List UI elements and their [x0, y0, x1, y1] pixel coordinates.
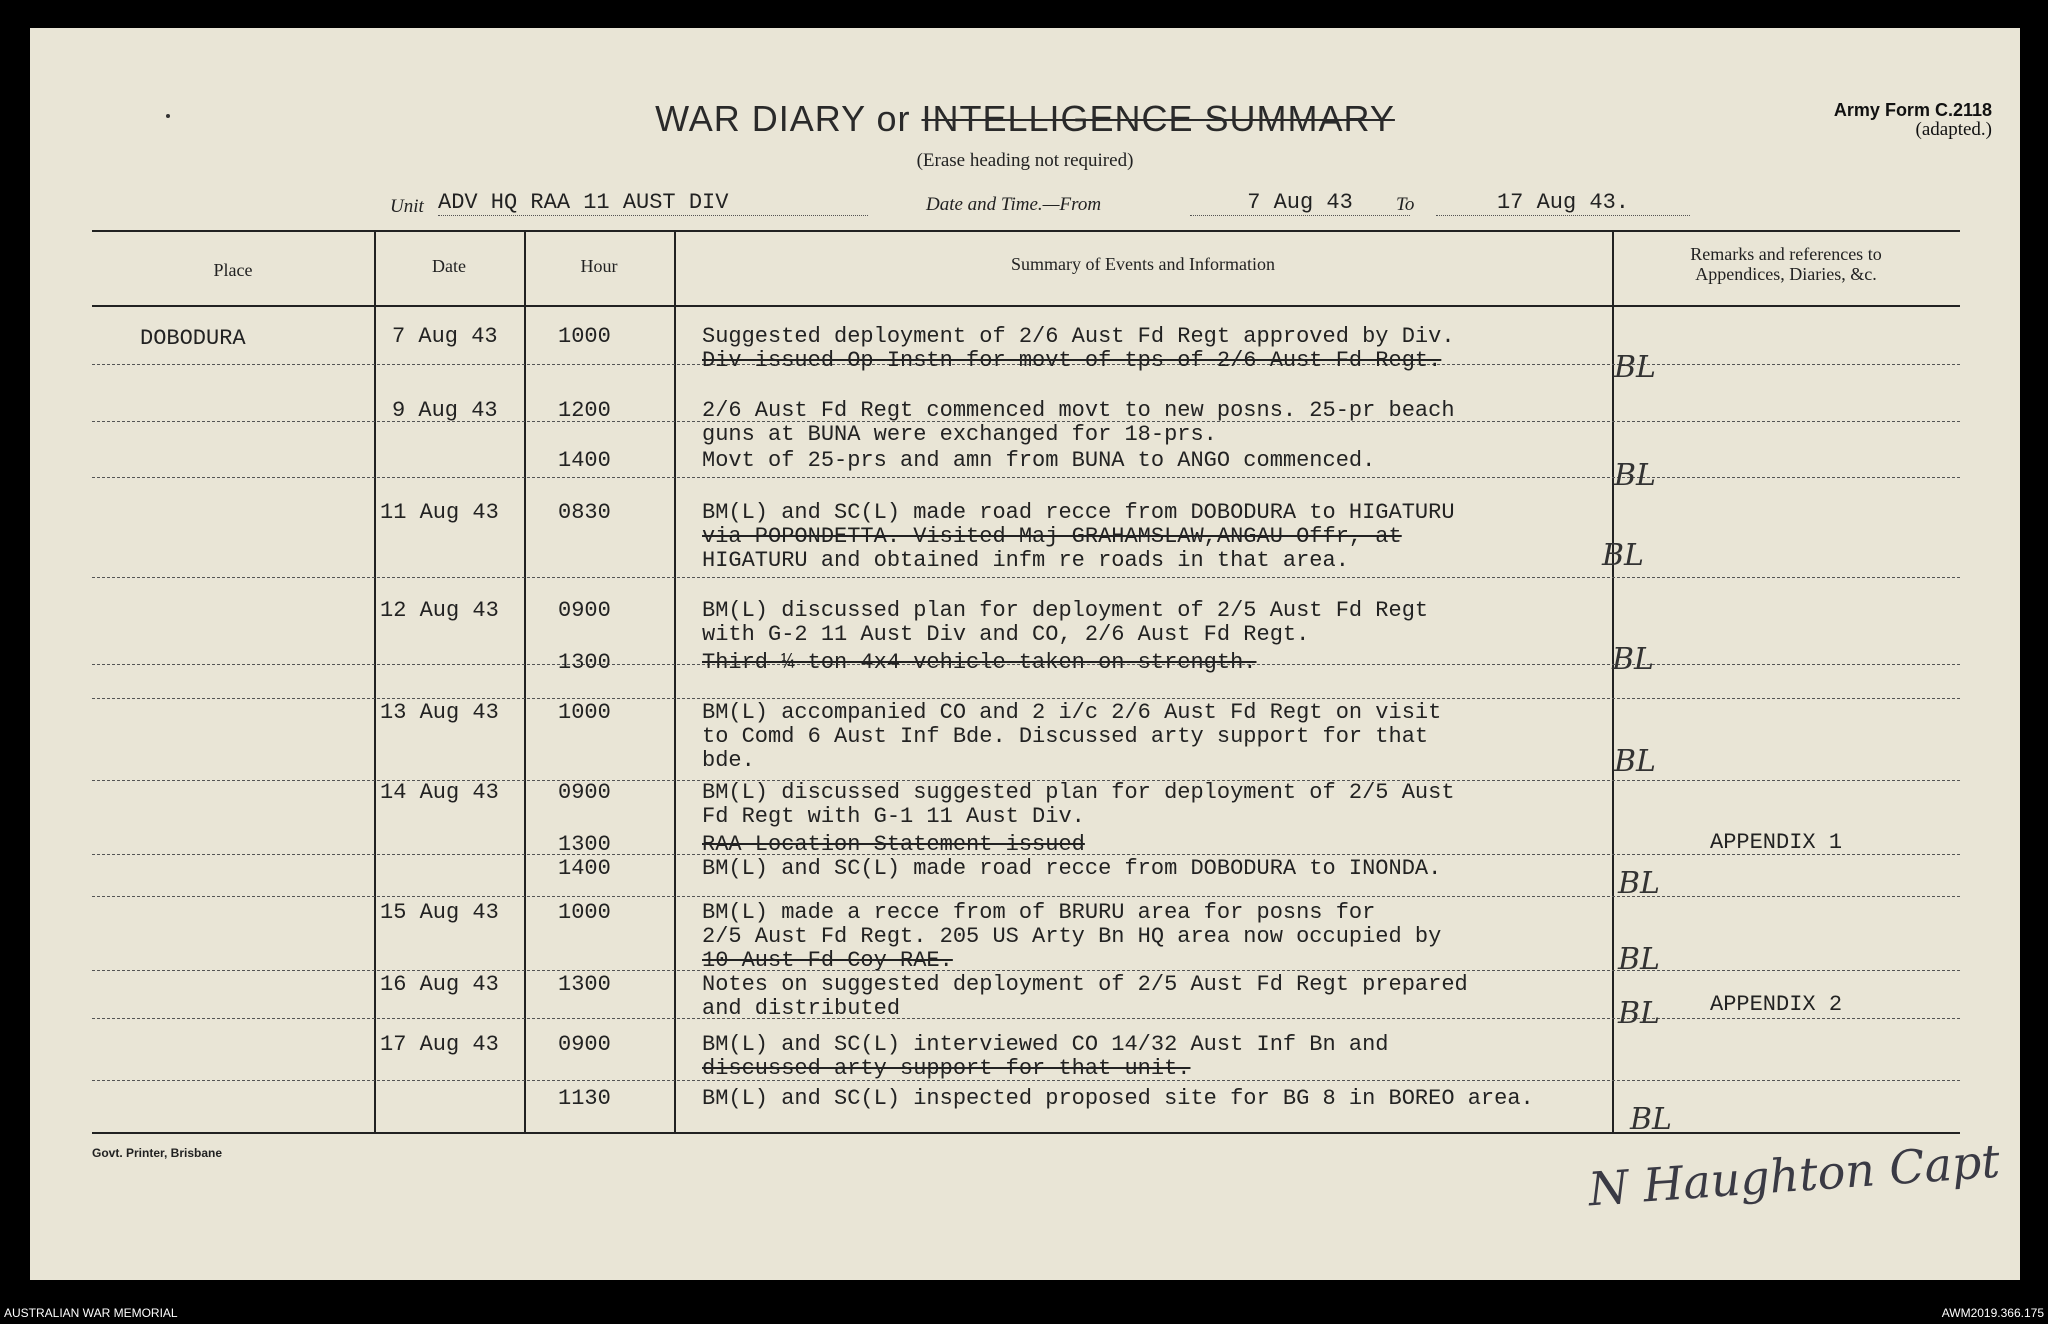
date-to-label: To: [1396, 194, 1415, 215]
entry-text-line: to Comd 6 Aust Inf Bde. Discussed arty support for that: [702, 724, 1429, 749]
entry-text-line: via POPONDETTA. Visited Maj GRAHAMSLAW,ANGAU Offr, at: [702, 524, 1402, 549]
entry-text-line: with G-2 11 Aust Div and CO, 2/6 Aust Fd Regt.: [702, 622, 1310, 647]
row-rule: [92, 577, 1960, 578]
army-form-label: [1834, 100, 1992, 140]
entry-text-line: Suggested deployment of 2/6 Aust Fd Regt approved by Div.: [702, 324, 1455, 349]
entry-date: 9 Aug 43: [392, 398, 498, 423]
entry-hour: 0900: [558, 780, 611, 805]
handwritten-initials: BL: [1630, 1102, 1672, 1137]
entry-date: 15 Aug 43: [380, 900, 499, 925]
column-header-summary: Summary of Events and Information: [1011, 254, 1275, 274]
entry-text-line: guns at BUNA were exchanged for 18-prs.: [702, 422, 1217, 447]
remarks-appendix-2: APPENDIX 2: [1710, 992, 1843, 1017]
entry-text-line: BM(L) and SC(L) made road recce from DOBODURA to INONDA.: [702, 856, 1442, 881]
row-rule: [92, 970, 1960, 971]
entry-hour: 0900: [558, 1032, 611, 1057]
entry-text-line: BM(L) and SC(L) interviewed CO 14/32 Aust Inf Bn and: [702, 1032, 1389, 1057]
entry-hour: 1300: [558, 972, 611, 997]
unit-label: Unit: [390, 196, 424, 217]
entry-text-line: BM(L) and SC(L) made road recce from DOBODURA to HIGATURU: [702, 500, 1455, 525]
entry-text-line: Movt of 25-prs and amn from BUNA to ANGO commenced.: [702, 448, 1376, 473]
date-from-label: Date and Time.—From: [926, 194, 1102, 215]
entry-text-line: BM(L) discussed plan for deployment of 2/5 Aust Fd Regt: [702, 598, 1429, 623]
printer-imprint: Govt. Printer, Brisbane: [92, 1146, 223, 1160]
handwritten-initials: BL: [1618, 942, 1660, 977]
entry-text-line: discussed arty support for that unit.: [702, 1056, 1191, 1081]
entry-hour: 1130: [558, 1086, 611, 1111]
date-to-value: 17 Aug 43.: [1436, 190, 1690, 216]
row-rule: [92, 477, 1960, 478]
entry-hour: 1400: [558, 448, 611, 473]
column-header-remarks: [1612, 244, 1960, 284]
entry-text-line: HIGATURU and obtained infm re roads in that area.: [702, 548, 1349, 573]
page-title: [30, 98, 2020, 140]
handwritten-initials: BL: [1618, 996, 1660, 1031]
entry-text-line: BM(L) and SC(L) inspected proposed site for BG 8 in BOREO area.: [702, 1086, 1534, 1111]
title-struck-intelligence-summary: INTELLIGENCE SUMMARY: [921, 98, 1395, 139]
entry-hour: 1300: [558, 832, 611, 857]
column-header-hour: Hour: [580, 256, 618, 276]
table-bottom-rule: [92, 1132, 1960, 1134]
entry-date: 11 Aug 43: [380, 500, 499, 525]
title-war-diary: WAR DIARY or: [655, 98, 922, 139]
place-value: DOBODURA: [140, 326, 246, 351]
entry-date: 17 Aug 43: [380, 1032, 499, 1057]
entry-date: 7 Aug 43: [392, 324, 498, 349]
remarks-appendix-1: APPENDIX 1: [1710, 830, 1843, 855]
remarks-header-line-1: Remarks and references to: [1690, 244, 1882, 264]
entry-text-line: RAA Location Statement issued: [702, 832, 1085, 857]
entry-hour: 0900: [558, 598, 611, 623]
column-divider-hour: [524, 230, 526, 1132]
handwritten-initials: BL: [1618, 866, 1660, 901]
entry-date: 13 Aug 43: [380, 700, 499, 725]
table-top-rule: [92, 230, 1960, 232]
entry-text-line: Third ¼ ton 4x4 vehicle taken on strength.: [702, 650, 1257, 675]
form-number: Army Form C.2118: [1833, 100, 1992, 120]
handwritten-initials: BL: [1614, 744, 1656, 779]
unit-value: ADV HQ RAA 11 AUST DIV: [438, 190, 868, 216]
form-adapted: (adapted.): [1915, 119, 1992, 140]
handwritten-initials: BL: [1614, 458, 1656, 493]
column-header-date: Date: [432, 256, 466, 276]
column-divider-date: [374, 230, 376, 1132]
entry-hour: 1300: [558, 650, 611, 675]
entry-text-line: BM(L) made a recce from of BRURU area for posns for: [702, 900, 1376, 925]
remarks-header-line-2: Appendices, Diaries, &c.: [1695, 264, 1877, 284]
entry-hour: 1000: [558, 900, 611, 925]
entry-text-line: bde.: [702, 748, 755, 773]
entry-text-line: BM(L) discussed suggested plan for deployment of 2/5 Aust: [702, 780, 1455, 805]
entry-text-line: Notes on suggested deployment of 2/5 Aust Fd Regt prepared: [702, 972, 1468, 997]
date-from-value: 7 Aug 43: [1190, 190, 1410, 216]
entry-hour: 1000: [558, 700, 611, 725]
entry-hour: 1000: [558, 324, 611, 349]
entry-text-line: 2/6 Aust Fd Regt commenced movt to new posns. 25-pr beach: [702, 398, 1455, 423]
handwritten-initials: BL: [1614, 350, 1656, 385]
handwritten-signature: N Haughton Capt: [1586, 1133, 2002, 1217]
row-rule: [92, 1018, 1960, 1019]
entry-hour: 0830: [558, 500, 611, 525]
row-rule: [92, 698, 1960, 699]
erase-note: (Erase heading not required): [916, 150, 1134, 171]
entry-text-line: Div issued Op Instn for movt of tps of 2/6 Aust Fd Regt.: [702, 348, 1442, 373]
handwritten-initials: BL: [1612, 642, 1654, 677]
column-divider-summary: [674, 230, 676, 1132]
table-header-rule: [92, 305, 1960, 307]
entry-text-line: 10 Aust Fd Coy RAE.: [702, 948, 953, 973]
row-rule: [92, 896, 1960, 897]
entry-text-line: BM(L) accompanied CO and 2 i/c 2/6 Aust Fd Regt on visit: [702, 700, 1442, 725]
handwritten-initials: BL: [1602, 538, 1644, 573]
entry-text-line: and distributed: [702, 996, 901, 1021]
entry-hour: 1400: [558, 856, 611, 881]
column-header-place: Place: [213, 260, 253, 280]
entry-hour: 1200: [558, 398, 611, 423]
footer-accession-number: AWM2019.366.175: [1941, 1306, 2044, 1320]
entry-text-line: Fd Regt with G-1 11 Aust Div.: [702, 804, 1085, 829]
entry-date: 14 Aug 43: [380, 780, 499, 805]
entry-date: 16 Aug 43: [380, 972, 499, 997]
diary-page: [30, 28, 2020, 1280]
entry-text-line: 2/5 Aust Fd Regt. 205 US Arty Bn HQ area now occupied by: [702, 924, 1442, 949]
entry-date: 12 Aug 43: [380, 598, 499, 623]
footer-archive-name: AUSTRALIAN WAR MEMORIAL: [4, 1306, 178, 1320]
